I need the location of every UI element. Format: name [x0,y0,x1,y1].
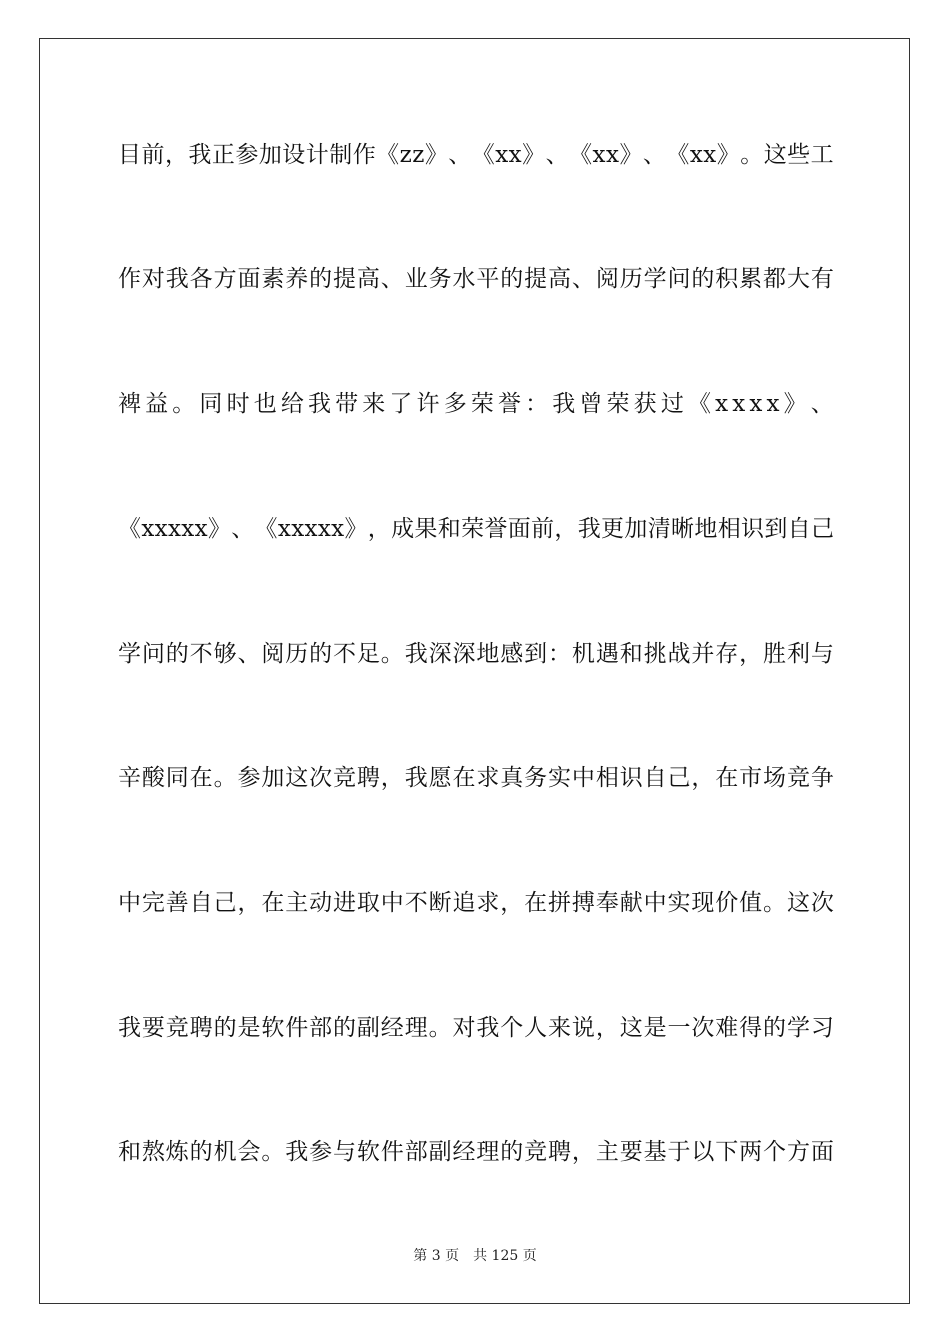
paragraph-line-6: 辛 酸 同 在 。 参 加 这 次 竞 聘 ， 我 愿 在 求 真 务 实 中 相 识 自 己 ， 在 市 场 竞 争 [118,765,834,791]
paragraph-line-4: 《 x x x x x 》 、 《 x x x x x 》 ， 成 果 和 荣 誉 面 前 ， 我 更 加 清 晰 地 相 识 到 自 己 [118,516,834,542]
page-footer [0,1245,950,1265]
paragraph-line-1: 目 前 ， 我 正 参 加 设 计 制 作 《 z z 》 、 《 x x 》 、 《 x x 》 、 《 x x 》 。 这 些 工 [118,142,834,168]
paragraph-line-3: 裨 益 。 同 时 也 给 我 带 来 了 许 多 荣 誉 ： 我 曾 荣 获 过 《 x x x x 》 、 [118,391,834,417]
paragraph-line-7: 中 完 善 自 己 ， 在 主 动 进 取 中 不 断 追 求 ， 在 拼 搏 奉 献 中 实 现 价 值 。 这 次 [118,890,834,916]
page-number-current: 第 3 页 [413,1248,460,1264]
paragraph-line-5: 学 问 的 不 够 、 阅 历 的 不 足 。 我 深 深 地 感 到 ： 机 遇 和 挑 战 并 存 ， 胜 利 与 [118,641,834,667]
page-number-total: 共 125 页 [473,1248,537,1264]
paragraph-line-9: 和 熬 炼 的 机 会 。 我 参 与 软 件 部 副 经 理 的 竞 聘 ， 主 要 基 于 以 下 两 个 方 面 [118,1139,834,1165]
paragraph-line-2: 作 对 我 各 方 面 素 养 的 提 高 、 业 务 水 平 的 提 高 、 阅 历 学 问 的 积 累 都 大 有 [118,266,834,292]
paragraph-line-8: 我 要 竞 聘 的 是 软 件 部 的 副 经 理 。 对 我 个 人 来 说 ， 这 是 一 次 难 得 的 学 习 [118,1015,834,1041]
